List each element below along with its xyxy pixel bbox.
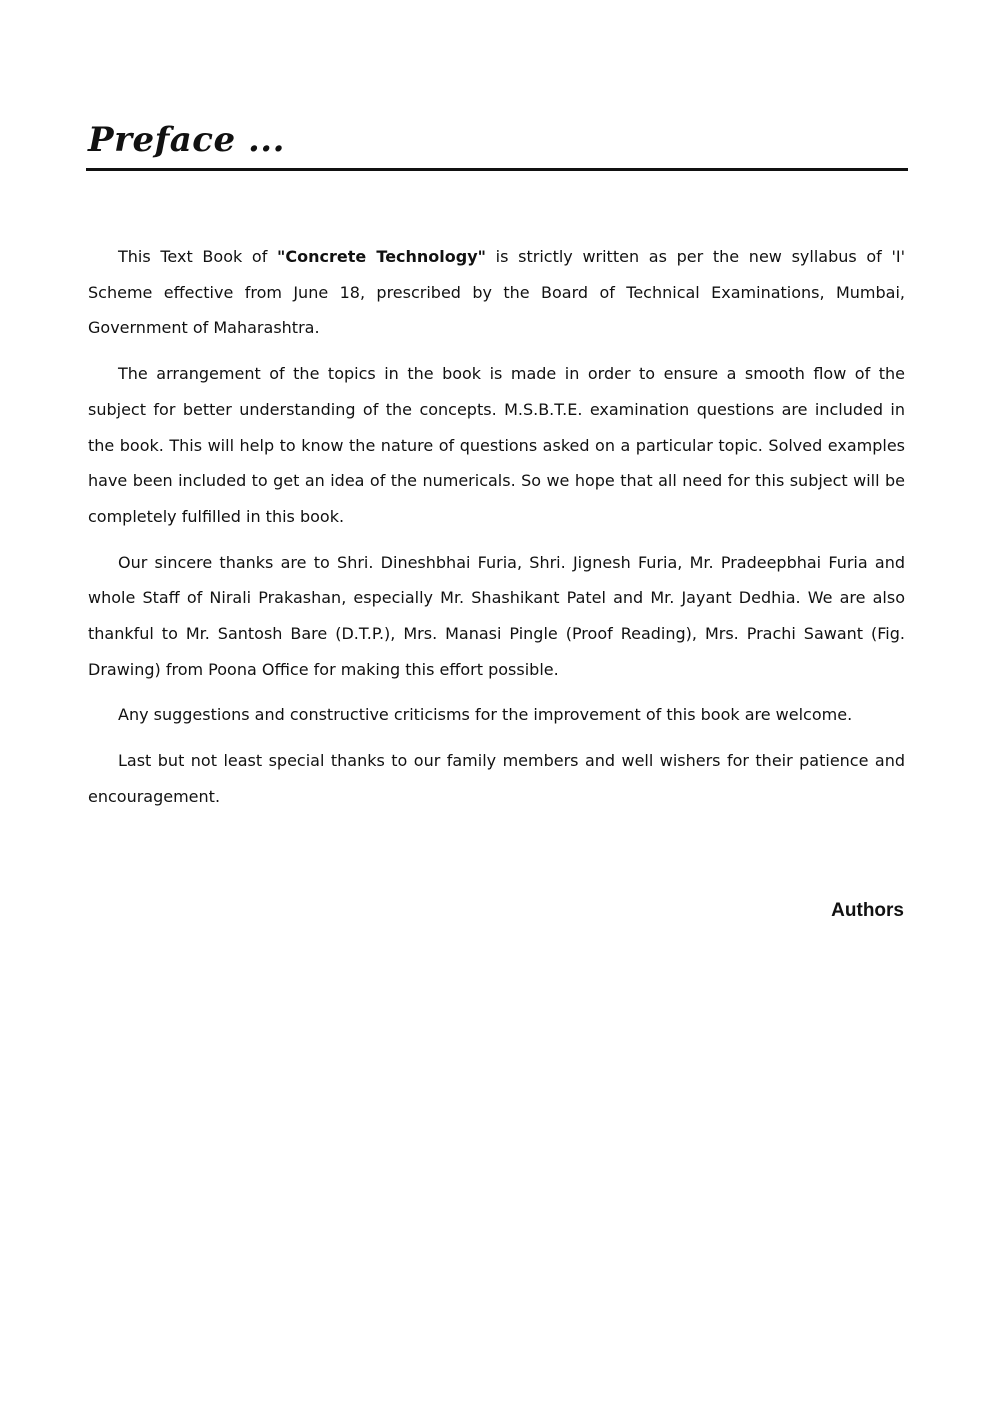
paragraph-3: Our sincere thanks are to Shri. Dineshbhai Furia, Shri. Jignesh Furia, Mr. Pradeepbhai Furia and whole Staff of Nirali Prakashan, especially Mr. Shashikant Patel and Mr. Jayant Dedhia. We are also thankful to Mr. Santosh Bare (D.T.P.), Mrs. Manasi Pingle (Proof Reading), Mrs. Prachi Sawant (Fig. Drawing) from Poona Office for making this effort possible. <box>88 552 905 679</box>
paragraph-1-intro: This Text Book of <box>118 247 278 266</box>
paragraph-4: Any suggestions and constructive criticisms for the improvement of this book are welcome. <box>118 705 853 725</box>
heading-underline <box>86 168 908 171</box>
book-title: "Concrete Technology" <box>277 247 486 266</box>
paragraph-2: The arrangement of the topics in the book is made in order to ensure a smooth flow of the subject for better understanding of the concepts. M.S.B.T.E. examination questions are included in the book. This will help to know the nature of questions asked on a particular topic. Solved examples have been included to get an idea of the numericals. So we hope that all need for this subject will be completely fulfilled in this book. <box>88 364 905 526</box>
paragraph-1 <box>88 239 905 346</box>
paragraph-1-rest: is strictly written as per the new syllabus of 'I' Scheme effective from June 18, prescribed by the Board of Technical Examinations, Mumbai, Government of Maharashtra. <box>88 247 906 338</box>
signature: Authors <box>831 900 904 921</box>
paragraph-5: Last but not least special thanks to our family members and well wishers for their patience and encouragement. <box>88 751 905 806</box>
page-heading: Preface ... <box>88 120 285 160</box>
preface-body <box>88 239 905 825</box>
